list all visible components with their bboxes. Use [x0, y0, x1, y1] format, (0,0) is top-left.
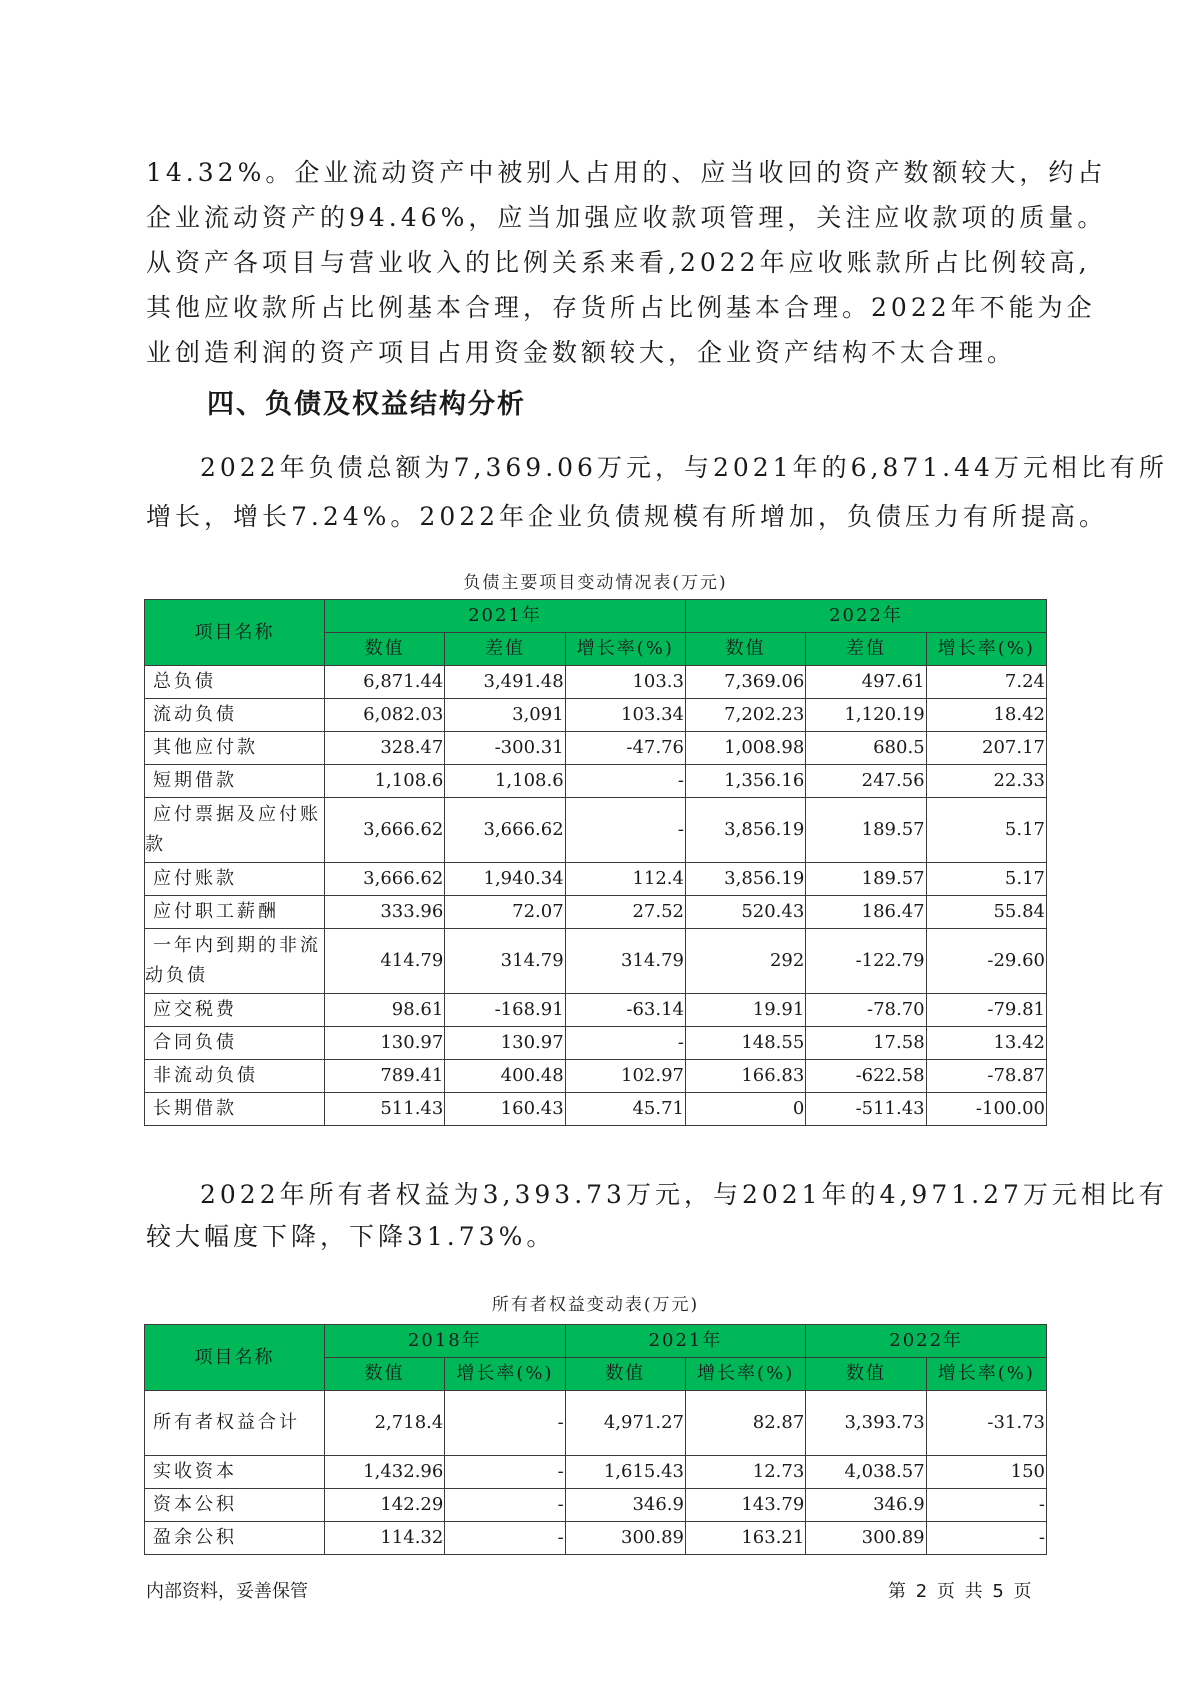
header-value: 数值	[325, 1358, 445, 1391]
paragraph-line: 2022年负债总额为7,369.06万元，与2021年的6,871.44万元相比有所	[200, 453, 1168, 482]
header-year: 2021年	[565, 1325, 806, 1358]
header-value: 数值	[806, 1358, 926, 1391]
row-item-name: 其他应付款	[145, 732, 325, 765]
table-row	[145, 863, 1047, 896]
liability-table-caption: 负债主要项目变动情况表(万元)	[463, 573, 728, 593]
row-item-name: 一年内到期的非流动负债	[145, 929, 325, 994]
row-item-name: 非流动负债	[145, 1060, 325, 1093]
row-value-cell: 150	[926, 1456, 1046, 1489]
row-value-cell: 160.43	[445, 1093, 565, 1126]
table-row	[145, 1093, 1047, 1126]
header-value: 数值	[325, 633, 445, 666]
row-value-cell: 1,356.16	[685, 765, 805, 798]
row-value-cell: 314.79	[565, 929, 685, 994]
row-value-cell: 414.79	[325, 929, 445, 994]
row-value-cell: -168.91	[445, 994, 565, 1027]
row-value-cell: 247.56	[806, 765, 926, 798]
table-row	[145, 666, 1047, 699]
paragraph-line: 14.32%。企业流动资产中被别人占用的、应当收回的资产数额较大，约占	[146, 158, 1107, 187]
row-value-cell: -	[565, 765, 685, 798]
row-value-cell: 207.17	[926, 732, 1046, 765]
row-value-cell: 1,432.96	[325, 1456, 445, 1489]
row-item-name: 应付账款	[145, 863, 325, 896]
table-row	[145, 1391, 1047, 1456]
row-value-cell: 3,393.73	[806, 1391, 926, 1456]
row-value-cell: 7,369.06	[685, 666, 805, 699]
row-value-cell: 130.97	[325, 1027, 445, 1060]
row-item-name: 流动负债	[145, 699, 325, 732]
row-value-cell: 292	[685, 929, 805, 994]
table-row	[145, 929, 1047, 994]
row-value-cell: 189.57	[806, 798, 926, 863]
row-item-name: 合同负债	[145, 1027, 325, 1060]
row-value-cell: 3,491.48	[445, 666, 565, 699]
table-row	[145, 896, 1047, 929]
row-value-cell: 82.87	[685, 1391, 805, 1456]
row-value-cell: 5.17	[926, 863, 1046, 896]
paragraph-line: 较大幅度下降，下降31.73%。	[146, 1222, 556, 1251]
row-value-cell: -78.87	[926, 1060, 1046, 1093]
header-growth: 增长率(%)	[565, 633, 685, 666]
row-item-name: 资本公积	[145, 1489, 325, 1522]
row-value-cell: 3,666.62	[325, 863, 445, 896]
row-value-cell: 45.71	[565, 1093, 685, 1126]
row-value-cell: 3,856.19	[685, 863, 805, 896]
row-value-cell: 346.9	[806, 1489, 926, 1522]
row-value-cell: 12.73	[685, 1456, 805, 1489]
row-value-cell: 400.48	[445, 1060, 565, 1093]
header-growth: 增长率(%)	[445, 1358, 565, 1391]
row-value-cell: 102.97	[565, 1060, 685, 1093]
row-value-cell: 333.96	[325, 896, 445, 929]
row-value-cell: -47.76	[565, 732, 685, 765]
row-value-cell: 4,038.57	[806, 1456, 926, 1489]
row-value-cell: 2,718.4	[325, 1391, 445, 1456]
row-value-cell: -622.58	[806, 1060, 926, 1093]
row-value-cell: 1,108.6	[325, 765, 445, 798]
header-item-name: 项目名称	[145, 600, 325, 666]
paragraph-line: 其他应收款所占比例基本合理，存货所占比例基本合理。2022年不能为企	[146, 293, 1096, 322]
header-growth: 增长率(%)	[926, 633, 1046, 666]
table-row	[145, 1027, 1047, 1060]
row-value-cell: -31.73	[926, 1391, 1046, 1456]
row-value-cell: 0	[685, 1093, 805, 1126]
row-value-cell: 98.61	[325, 994, 445, 1027]
row-value-cell: -	[926, 1489, 1046, 1522]
row-value-cell: 130.97	[445, 1027, 565, 1060]
row-value-cell: 7.24	[926, 666, 1046, 699]
row-item-name: 所有者权益合计	[145, 1391, 325, 1456]
row-value-cell: 5.17	[926, 798, 1046, 863]
row-value-cell: 17.58	[806, 1027, 926, 1060]
row-value-cell: 142.29	[325, 1489, 445, 1522]
row-value-cell: 114.32	[325, 1522, 445, 1555]
paragraph-line: 从资产各项目与营业收入的比例关系来看,2022年应收账款所占比例较高,	[146, 248, 1091, 277]
row-value-cell: -122.79	[806, 929, 926, 994]
page-number: 第 2 页 共 5 页	[888, 1581, 1032, 1602]
footer-confidential-note: 内部资料，妥善保管	[146, 1581, 308, 1602]
table-row	[145, 1060, 1047, 1093]
row-value-cell: 3,856.19	[685, 798, 805, 863]
equity-table-caption: 所有者权益变动表(万元)	[491, 1295, 700, 1315]
table-row	[145, 1522, 1047, 1555]
row-value-cell: 13.42	[926, 1027, 1046, 1060]
row-value-cell: -	[926, 1522, 1046, 1555]
row-value-cell: 314.79	[445, 929, 565, 994]
row-value-cell: 55.84	[926, 896, 1046, 929]
row-value-cell: 186.47	[806, 896, 926, 929]
row-value-cell: -511.43	[806, 1093, 926, 1126]
row-value-cell: -	[565, 798, 685, 863]
row-item-name: 应交税费	[145, 994, 325, 1027]
row-value-cell: 6,082.03	[325, 699, 445, 732]
table-row	[145, 798, 1047, 863]
row-value-cell: 148.55	[685, 1027, 805, 1060]
row-value-cell: 163.21	[685, 1522, 805, 1555]
row-value-cell: 497.61	[806, 666, 926, 699]
header-growth: 增长率(%)	[926, 1358, 1046, 1391]
row-value-cell: 112.4	[565, 863, 685, 896]
row-value-cell: 3,666.62	[325, 798, 445, 863]
header-diff: 差值	[445, 633, 565, 666]
row-value-cell: 18.42	[926, 699, 1046, 732]
row-value-cell: -	[445, 1489, 565, 1522]
row-value-cell: -29.60	[926, 929, 1046, 994]
row-item-name: 应付票据及应付账款	[145, 798, 325, 863]
row-value-cell: 1,940.34	[445, 863, 565, 896]
row-value-cell: -	[565, 1027, 685, 1060]
row-value-cell: 7,202.23	[685, 699, 805, 732]
row-item-name: 应付职工薪酬	[145, 896, 325, 929]
header-year: 2018年	[325, 1325, 566, 1358]
row-item-name: 短期借款	[145, 765, 325, 798]
header-diff: 差值	[806, 633, 926, 666]
row-value-cell: 166.83	[685, 1060, 805, 1093]
row-value-cell: 300.89	[806, 1522, 926, 1555]
paragraph-line: 2022年所有者权益为3,393.73万元，与2021年的4,971.27万元相比有	[200, 1180, 1168, 1209]
row-value-cell: -	[445, 1456, 565, 1489]
row-value-cell: -	[445, 1391, 565, 1456]
row-value-cell: 1,108.6	[445, 765, 565, 798]
liability-table	[144, 599, 1047, 1126]
row-value-cell: 680.5	[806, 732, 926, 765]
table-row	[145, 765, 1047, 798]
row-item-name: 长期借款	[145, 1093, 325, 1126]
header-item-name: 项目名称	[145, 1325, 325, 1391]
section-heading: 四、负债及权益结构分析	[207, 389, 526, 420]
row-value-cell: 72.07	[445, 896, 565, 929]
row-value-cell: 103.3	[565, 666, 685, 699]
row-value-cell: 520.43	[685, 896, 805, 929]
header-year: 2022年	[806, 1325, 1047, 1358]
table-row	[145, 994, 1047, 1027]
row-value-cell: 1,615.43	[565, 1456, 685, 1489]
row-value-cell: 189.57	[806, 863, 926, 896]
row-value-cell: 6,871.44	[325, 666, 445, 699]
row-value-cell: 3,091	[445, 699, 565, 732]
row-value-cell: 143.79	[685, 1489, 805, 1522]
row-value-cell: 300.89	[565, 1522, 685, 1555]
row-value-cell: 22.33	[926, 765, 1046, 798]
row-value-cell: 1,008.98	[685, 732, 805, 765]
row-value-cell: 346.9	[565, 1489, 685, 1522]
row-value-cell: 4,971.27	[565, 1391, 685, 1456]
row-value-cell: 789.41	[325, 1060, 445, 1093]
table-row	[145, 732, 1047, 765]
row-value-cell: 328.47	[325, 732, 445, 765]
equity-table	[144, 1324, 1047, 1555]
table-row	[145, 1456, 1047, 1489]
header-value: 数值	[565, 1358, 685, 1391]
header-growth: 增长率(%)	[685, 1358, 805, 1391]
paragraph-line: 企业流动资产的94.46%，应当加强应收款项管理，关注应收款项的质量。	[146, 203, 1107, 232]
header-year: 2021年	[325, 600, 686, 633]
paragraph-line: 业创造利润的资产项目占用资金数额较大，企业资产结构不太合理。	[146, 338, 1017, 367]
row-value-cell: 1,120.19	[806, 699, 926, 732]
paragraph-line: 增长，增长7.24%。2022年企业负债规模有所增加，负债压力有所提高。	[146, 502, 1109, 531]
row-value-cell: 511.43	[325, 1093, 445, 1126]
row-item-name: 总负债	[145, 666, 325, 699]
table-row	[145, 699, 1047, 732]
row-item-name: 实收资本	[145, 1456, 325, 1489]
row-value-cell: -78.70	[806, 994, 926, 1027]
header-value: 数值	[685, 633, 805, 666]
header-year: 2022年	[685, 600, 1046, 633]
row-value-cell: 3,666.62	[445, 798, 565, 863]
table-row	[145, 1489, 1047, 1522]
row-value-cell: -63.14	[565, 994, 685, 1027]
row-value-cell: -79.81	[926, 994, 1046, 1027]
row-value-cell: 19.91	[685, 994, 805, 1027]
row-value-cell: -300.31	[445, 732, 565, 765]
row-value-cell: -100.00	[926, 1093, 1046, 1126]
row-value-cell: -	[445, 1522, 565, 1555]
row-item-name: 盈余公积	[145, 1522, 325, 1555]
row-value-cell: 27.52	[565, 896, 685, 929]
row-value-cell: 103.34	[565, 699, 685, 732]
